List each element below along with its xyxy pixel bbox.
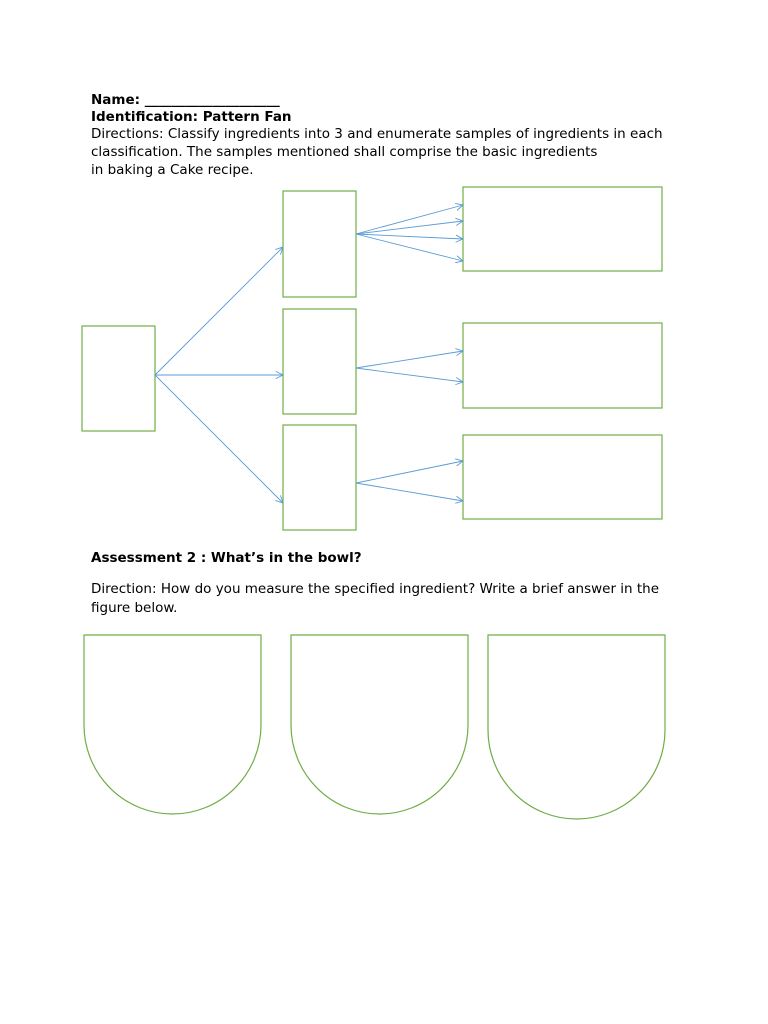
arrow-cat1-sample-2 [356,221,463,234]
assessment-direction-line-2: figure below. [91,600,178,616]
category-box-1[interactable] [283,191,356,297]
arrow-root-to-category-3 [155,375,283,503]
arrow-cat3-sample-2 [356,483,463,501]
samples-box-3[interactable] [463,435,662,519]
assessment-title: Assessment 2 : What’s in the bowl? [91,550,362,566]
root-box[interactable] [82,326,155,431]
bowl-3[interactable] [488,635,665,819]
bowl-1[interactable] [84,635,261,814]
bowl-2[interactable] [291,635,468,814]
arrow-cat3-sample-1 [356,461,463,483]
assessment-direction-line-1: Direction: How do you measure the specified ingredient? Write a brief answer in the [91,581,660,597]
category-box-2[interactable] [283,309,356,414]
arrow-cat2-sample-1 [356,351,463,368]
identification-title: Identification: Pattern Fan [91,109,292,125]
samples-box-1[interactable] [463,187,662,271]
name-label[interactable]: Name: ____________________ [91,92,280,108]
samples-box-2[interactable] [463,323,662,408]
arrow-cat2-sample-2 [356,368,463,382]
category-box-3[interactable] [283,425,356,530]
arrow-cat1-sample-1 [356,205,463,234]
directions-line-3: in baking a Cake recipe. [91,162,254,178]
directions-line-2: classification. The samples mentioned shall comprise the basic ingredients [91,144,598,160]
arrow-root-to-category-1 [155,247,283,375]
directions-line-1: Directions: Classify ingredients into 3 and enumerate samples of ingredients in each [91,126,663,142]
